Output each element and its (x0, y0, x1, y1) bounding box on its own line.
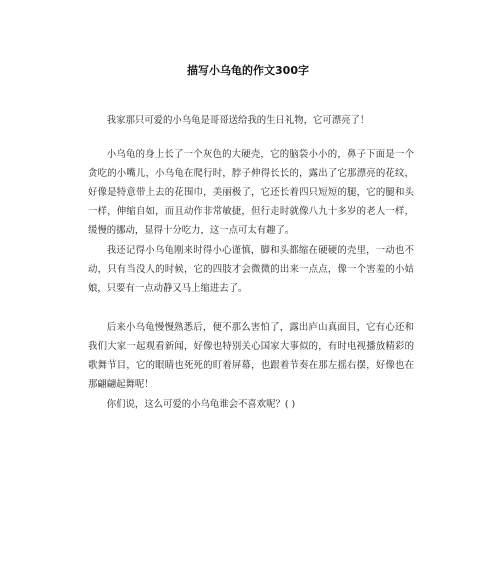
paragraph-appearance: 小乌龟的身上长了一个灰色的大硬壳，它的脑袋小小的，鼻子下面是一个贪吃的小嘴儿，小乌龟在爬行时，脖子伸得长长的，露出了它那漂亮的花纹，好像是特意带上去的花围巾，美丽极了，它还长着四只短短的腿，它的腿和头一样，伸缩自如，而且动作非常敏捷，但行走时就像八九十多岁的老人一样，缓慢的挪动，显得十分吃力，这一点可太有趣了。 (88, 149, 414, 236)
paragraph-conclusion: 你们说，这么可爱的小乌龟谁会不喜欢呢？( ) (106, 399, 296, 410)
paragraph-familiar: 后来小乌龟慢慢熟悉后，便不那么害怕了，露出庐山真面目，它有心还和我们大家一起观看新闻，好像也特别关心国家大事似的，有时电视播放精彩的歌舞节目，它的眼睛也死死的盯着屏幕，也跟着节奏在那左摇右摆，好像也在那翩翩起舞呢！ (88, 322, 414, 390)
paragraph-intro: 我家那只可爱的小乌龟是哥哥送给我的生日礼物，它可漂亮了！ (106, 115, 370, 126)
paragraph-shy: 我还记得小乌龟刚来时得小心谨慎，脚和头都缩在硬硬的壳里，一动也不动，只有当没人的时候，它的四肢才会微微的出来一点点，像一个害羞的小姑娘，只要有一点动静又马上缩进去了。 (88, 245, 414, 294)
document-title: 描写小乌龟的作文300字 (187, 64, 309, 77)
